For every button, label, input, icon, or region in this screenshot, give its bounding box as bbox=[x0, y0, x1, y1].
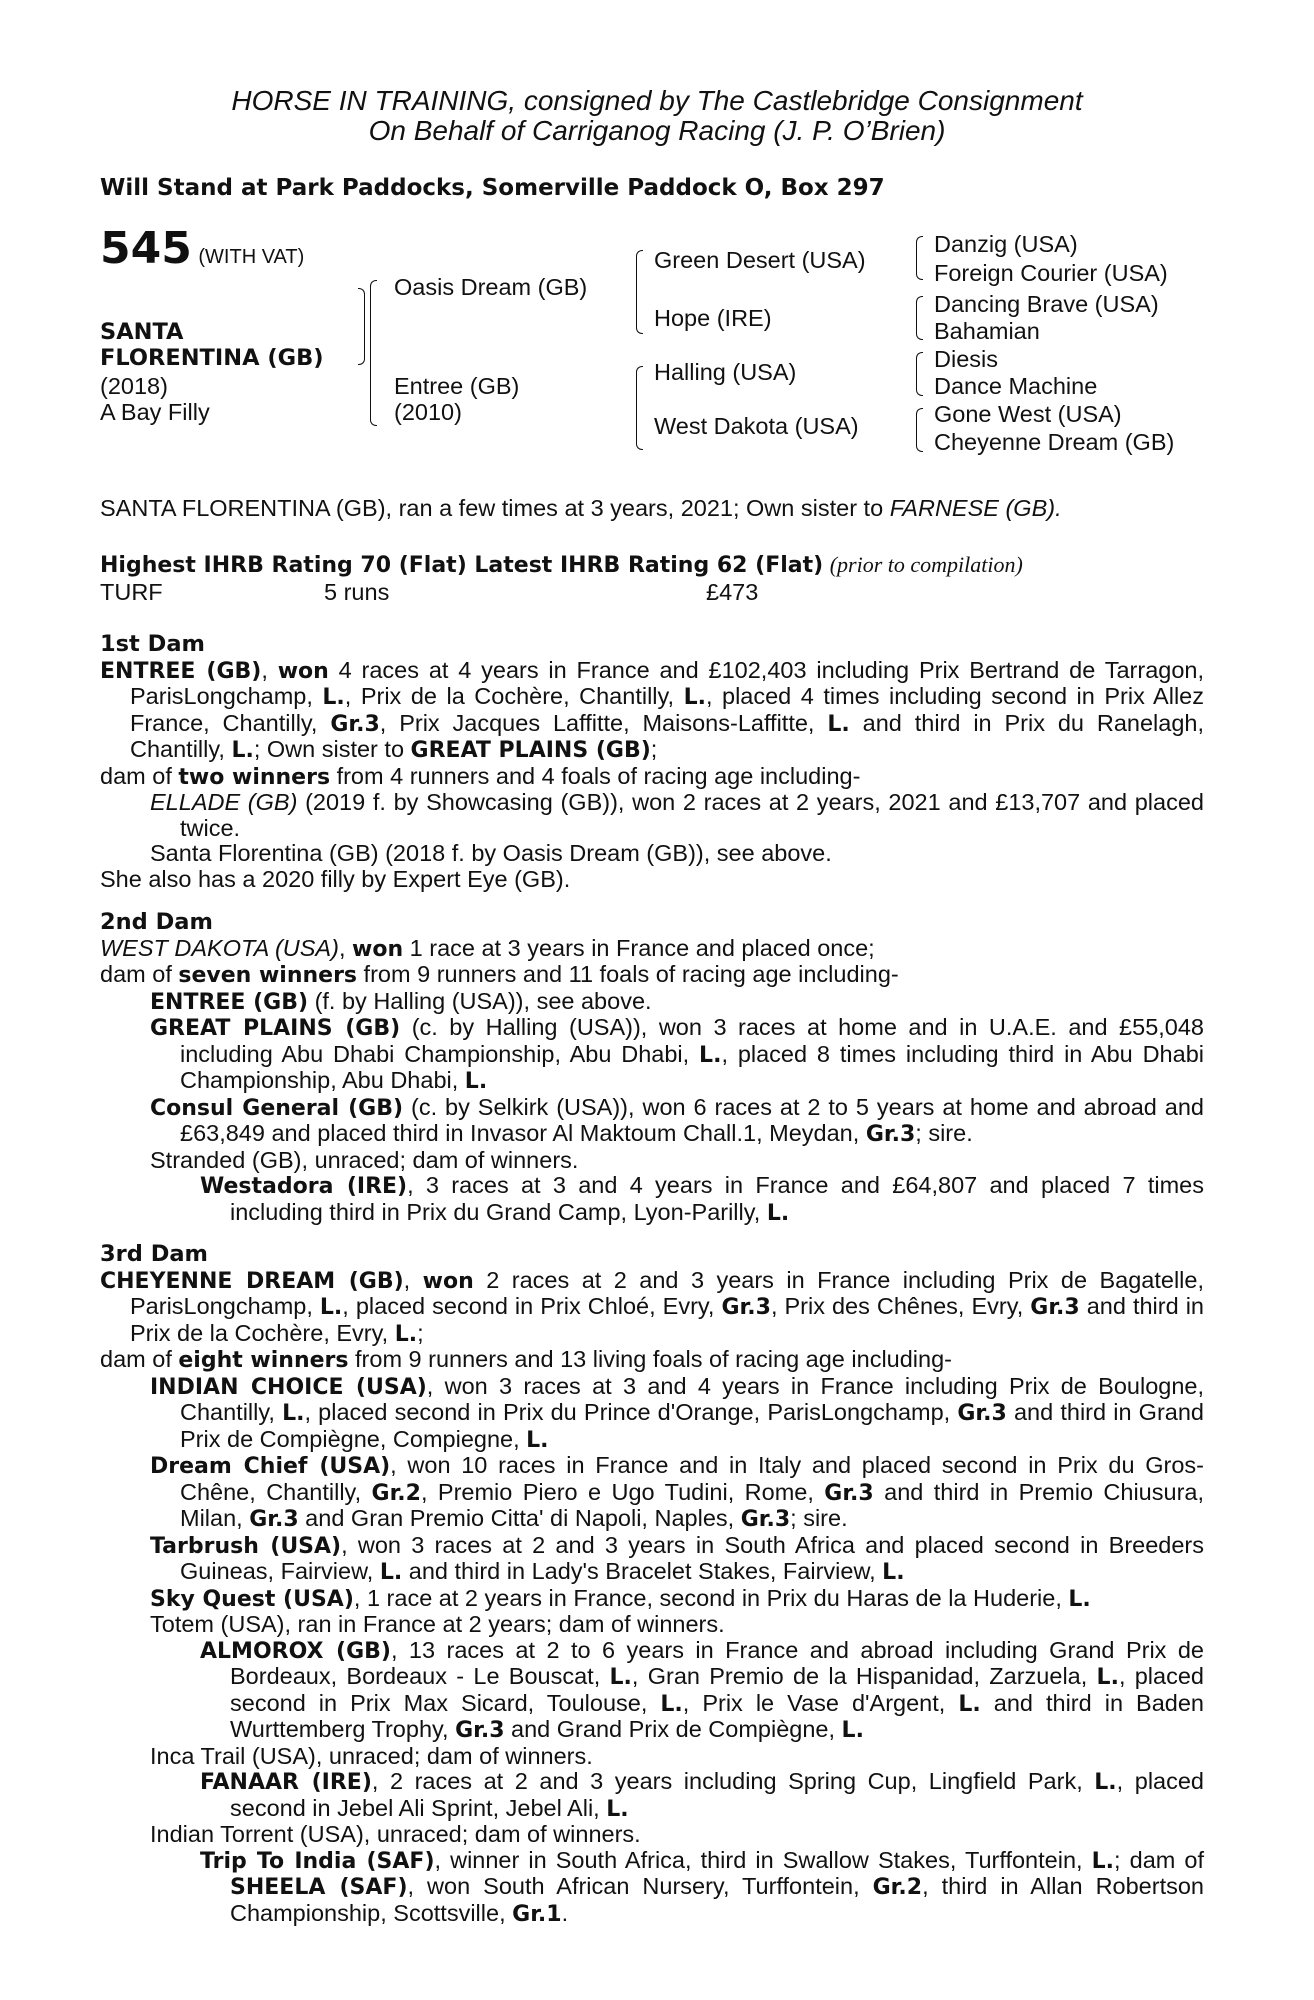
produce-entry: Totem (USA), ran in France at 2 years; dam of winners. bbox=[150, 1611, 725, 1637]
dam-of-line: dam of two winners from 4 runners and 4 foals of racing age including- bbox=[100, 762, 861, 790]
summary-text: SANTA FLORENTINA (GB), ran a few times at 3 years, 2021; Own sister to bbox=[100, 495, 890, 521]
rating-text: Highest IHRB Rating 70 (Flat) Latest IHRB Rating 62 (Flat) bbox=[100, 553, 824, 578]
section-title: 1st Dam bbox=[100, 631, 205, 657]
dam-record: ENTREE (GB), won 4 races at 4 years in France and £102,403 including Prix Bertrand de Tarragon, ParisLongchamp, L., Prix de la Cochère, Chantilly, L., placed 4 times including second in Prix Allez France, Chantilly, Gr.3, Prix Jacques Laffitte, Maisons-Laffitte, L. and third in Prix du Ranelagh, Chantilly, L.; Own sister to GREAT PLAINS (GB); bbox=[100, 656, 1205, 763]
sire-dam-dam: Bahamian bbox=[934, 318, 1040, 344]
produce-entry: Stranded (GB), unraced; dam of winners. bbox=[150, 1146, 579, 1173]
dam-name: CHEYENNE DREAM (GB) bbox=[100, 1268, 404, 1294]
section-title: 2nd Dam bbox=[100, 909, 213, 935]
lot-number: 545 bbox=[100, 223, 192, 274]
stand-location: Will Stand at Park Paddocks, Somerville Paddock O, Box 297 bbox=[100, 175, 885, 201]
dam-record: CHEYENNE DREAM (GB), won 2 races at 2 and 3 years in France including Prix de Bagatelle, ParisLongchamp, L., placed second in Prix Chloé, Evry, Gr.3, Prix des Chênes, Evry, Gr.3 and third in Prix de la Cochère, Evry, L.; bbox=[100, 1266, 1205, 1347]
consignor-line: HORSE IN TRAINING, consigned by The Castlebridge Consignment bbox=[231, 85, 1083, 116]
sire-sire-dam: Foreign Courier (USA) bbox=[934, 260, 1168, 286]
earnings: £473 bbox=[706, 579, 759, 605]
dam-dam-sire: Gone West (USA) bbox=[934, 401, 1122, 427]
produce-entry: Sky Quest (USA), 1 race at 2 years in France, second in Prix du Haras de la Huderie, L. bbox=[150, 1584, 1091, 1612]
pedigree-bracket bbox=[358, 326, 365, 365]
produce-entry: ELLADE (GB) (2019 f. by Showcasing (GB)), won 2 races at 2 years, 2021 and £13,707 and placed twice. bbox=[150, 789, 1204, 841]
produce-entry: Consul General (GB) (c. by Selkirk (USA)), won 6 races at 2 to 5 years at home and abroad and £63,849 and placed third in Invasor Al Maktoum Chall.1, Meydan, Gr.3; sire. bbox=[150, 1093, 1204, 1147]
produce-entry: INDIAN CHOICE (USA), won 3 races at 3 and 4 years in France including Prix de Boulogne, Chantilly, L., placed second in Prix du Prince d'Orange, ParisLongchamp, Gr.3 and third in Grand Prix de Compiègne, Compiegne, L. bbox=[150, 1372, 1204, 1453]
pedigree-bracket bbox=[916, 408, 923, 452]
pedigree-bracket bbox=[916, 352, 923, 396]
pedigree-bracket bbox=[636, 366, 643, 450]
surface: TURF bbox=[100, 579, 163, 605]
consignor-line-2: On Behalf of Carriganog Racing (J. P. O’Brien) bbox=[368, 115, 946, 146]
grand-produce-entry: ALMOROX (GB), 13 races at 2 to 6 years in France and abroad including Grand Prix de Bordeaux, Bordeaux - Le Bouscat, L., Gran Premio de la Hispanidad, Zarzuela, L., placed second in Prix Max Sicard, Toulouse, L., Prix le Vase d'Argent, L. and third in Baden Wurttemberg Trophy, Gr.3 and Grand Prix de Compiègne, L. bbox=[200, 1636, 1204, 1743]
grand-produce-entry: Trip To India (SAF), winner in South Africa, third in Swallow Stakes, Turffontein, L.; dam of SHEELA (SAF), won South African Nursery, Turffontein, Gr.2, third in Allan Robertson Championship, Scottsville, Gr.1. bbox=[200, 1846, 1205, 1927]
produce-entry: Dream Chief (USA), won 10 races in France and in Italy and placed second in Prix du Gros-Chêne, Chantilly, Gr.2, Premio Piero e Ugo Tudini, Rome, Gr.3 and third in Premio Chiusura, Milan, Gr.3 and Gran Premio Citta' di Napoli, Naples, Gr.3; sire. bbox=[150, 1452, 1204, 1532]
pedigree-bracket bbox=[916, 236, 923, 280]
vat-note: (WITH VAT) bbox=[198, 246, 305, 268]
grand-produce-entry: FANAAR (IRE), 2 races at 2 and 3 years including Spring Cup, Lingfield Park, L., placed second in Jebel Ali Sprint, Jebel Ali, L. bbox=[200, 1768, 1205, 1822]
produce-note: She also has a 2020 filly by Expert Eye (GB). bbox=[100, 865, 571, 892]
pedigree-bracket bbox=[370, 280, 377, 426]
dam-of-line: dam of seven winners from 9 runners and 11 foals of racing age including- bbox=[100, 961, 899, 988]
produce-entry: ENTREE (GB) (f. by Halling (USA)), see above. bbox=[150, 987, 652, 1015]
sister-name: FARNESE (GB). bbox=[889, 495, 1062, 521]
dam-record: WEST DAKOTA (USA), won 1 race at 3 years in France and placed once; bbox=[100, 934, 875, 962]
dam-year: (2010) bbox=[394, 399, 462, 425]
lot-number-line bbox=[100, 223, 305, 274]
foaling-year: (2018) bbox=[100, 373, 168, 399]
runs: 5 runs bbox=[324, 579, 390, 605]
rating-note: (prior to compilation) bbox=[829, 552, 1023, 577]
dam-sire-dam: Dance Machine bbox=[934, 373, 1098, 399]
dam-sire: Halling (USA) bbox=[654, 359, 797, 385]
pedigree-bracket bbox=[636, 250, 643, 334]
section-title: 3rd Dam bbox=[100, 1241, 208, 1267]
sire-dam-sire: Dancing Brave (USA) bbox=[934, 291, 1159, 317]
grand-produce-entry: Westadora (IRE), 3 races at 3 and 4 years in France and £64,807 and placed 7 times including third in Prix du Grand Camp, Lyon-Parilly, L. bbox=[200, 1172, 1204, 1226]
rating-line bbox=[100, 552, 1023, 579]
pedigree-bracket bbox=[916, 296, 923, 340]
produce-entry: Inca Trail (USA), unraced; dam of winners. bbox=[150, 1742, 593, 1769]
second-dam-section bbox=[100, 910, 1204, 1226]
horse-name-1: SANTA bbox=[100, 319, 184, 345]
produce-entry: Tarbrush (USA), won 3 races at 2 and 3 years in South Africa and placed second in Breeders Guineas, Fairview, L. and third in Lady's Bracelet Stakes, Fairview, L. bbox=[150, 1531, 1205, 1585]
sire: Oasis Dream (GB) bbox=[394, 274, 588, 300]
third-dam-section bbox=[100, 1242, 1204, 1927]
pedigree-bracket bbox=[358, 288, 365, 327]
sire-sire: Green Desert (USA) bbox=[654, 247, 866, 273]
sister-name: GREAT PLAINS (GB) bbox=[410, 738, 651, 763]
dam-of-line: dam of eight winners from 9 runners and 13 living foals of racing age including- bbox=[100, 1346, 952, 1373]
dam-name: WEST DAKOTA (USA) bbox=[100, 934, 339, 961]
produce-entry: Indian Torrent (USA), unraced; dam of winners. bbox=[150, 1821, 641, 1847]
produce-entry: Santa Florentina (GB) (2018 f. by Oasis Dream (GB)), see above. bbox=[150, 840, 832, 866]
dam-name: ENTREE (GB) bbox=[100, 658, 262, 684]
dam: Entree (GB) bbox=[394, 373, 520, 399]
won-label: won bbox=[277, 658, 329, 684]
produce-entry: GREAT PLAINS (GB) (c. by Halling (USA)), won 3 races at home and in U.A.E. and £55,048 including Abu Dhabi Championship, Abu Dhabi, L., placed 8 times including third in Abu Dhabi Championship, Abu Dhabi, L. bbox=[150, 1014, 1205, 1094]
dam-sire-sire: Diesis bbox=[934, 346, 998, 372]
sire-dam: Hope (IRE) bbox=[654, 305, 772, 331]
dam-dam-dam: Cheyenne Dream (GB) bbox=[934, 429, 1175, 455]
horse-description: A Bay Filly bbox=[100, 399, 210, 425]
first-dam-section bbox=[100, 632, 1204, 892]
sire-sire-sire: Danzig (USA) bbox=[934, 231, 1078, 257]
dam-dam: West Dakota (USA) bbox=[654, 413, 859, 439]
horse-name-2: FLORENTINA (GB) bbox=[100, 345, 324, 371]
summary-line bbox=[100, 496, 1062, 522]
